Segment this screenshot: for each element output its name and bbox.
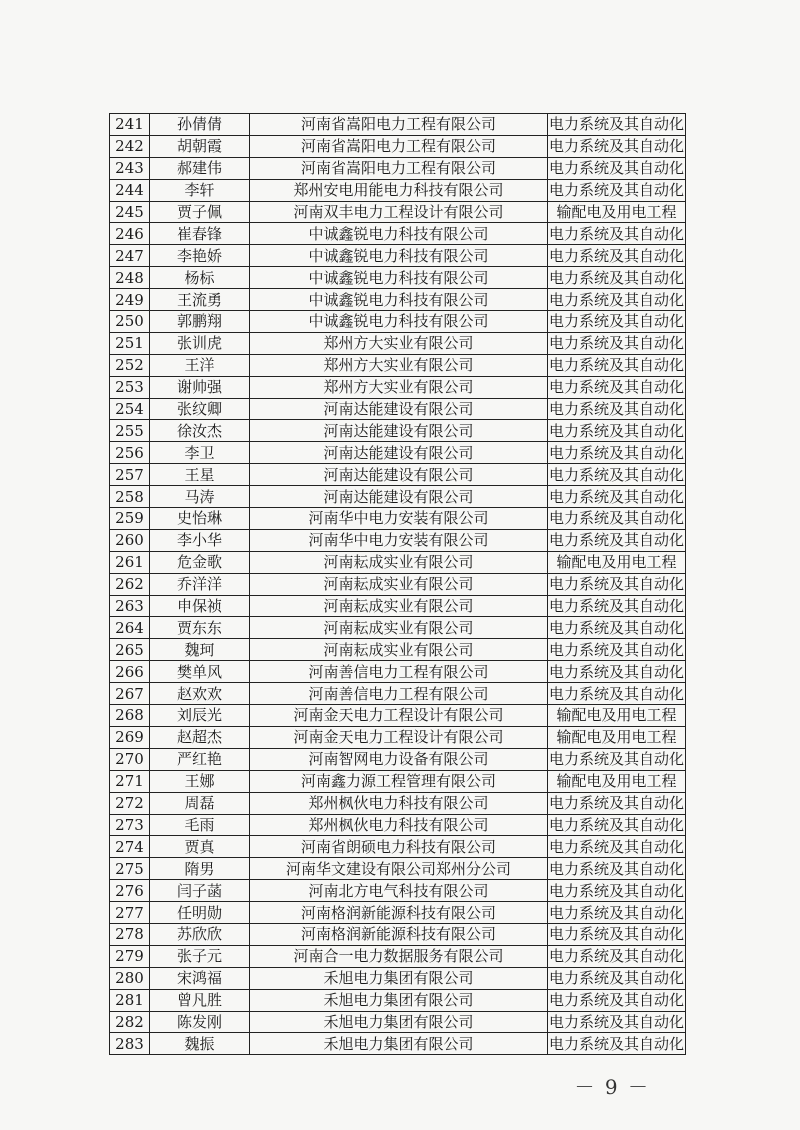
company-cell: 禾旭电力集团有限公司: [250, 1033, 548, 1055]
major-cell: 电力系统及其自动化: [548, 1034, 684, 1053]
name-cell: 魏振: [150, 1033, 250, 1055]
table-row: [110, 661, 686, 683]
name-cell: 王星: [150, 464, 250, 486]
name-cell: 曾凡胜: [150, 989, 250, 1011]
name-cell: 周磊: [150, 792, 250, 814]
table-row: [110, 223, 686, 245]
row-number-cell: 254: [110, 398, 150, 420]
row-number-cell: 273: [110, 814, 150, 836]
row-number-cell: 244: [110, 179, 150, 201]
row-number-cell: 250: [110, 311, 150, 333]
table-row: [110, 902, 686, 924]
major-cell: 电力系统及其自动化: [548, 859, 684, 878]
name-cell: 马涛: [150, 486, 250, 508]
major-cell: 电力系统及其自动化: [548, 421, 684, 440]
table-row: [110, 354, 686, 376]
name-cell: 闫子菡: [150, 880, 250, 902]
table-row: [110, 639, 686, 661]
major-cell: 电力系统及其自动化: [548, 881, 684, 900]
company-cell: 禾旭电力集团有限公司: [250, 967, 548, 989]
company-cell: 郑州方大实业有限公司: [250, 332, 548, 354]
company-cell: 河南华中电力安装有限公司: [250, 508, 548, 530]
major-cell: 电力系统及其自动化: [548, 268, 684, 287]
company-cell: 河南达能建设有限公司: [250, 464, 548, 486]
table-row: [110, 814, 686, 836]
name-cell: 史怡琳: [150, 508, 250, 530]
company-cell: 河南耘成实业有限公司: [250, 551, 548, 573]
company-cell: 河南达能建设有限公司: [250, 420, 548, 442]
company-cell: 河南善信电力工程有限公司: [250, 683, 548, 705]
company-cell: 郑州方大实业有限公司: [250, 376, 548, 398]
row-number-cell: 253: [110, 376, 150, 398]
name-cell: 王娜: [150, 770, 250, 792]
table-row: [110, 595, 686, 617]
name-cell: 贾子佩: [150, 201, 250, 223]
company-cell: 河南金天电力工程设计有限公司: [250, 705, 548, 727]
major-cell: 输配电及用电工程: [548, 770, 686, 792]
table-row: [110, 157, 686, 179]
major-cell: 电力系统及其自动化: [548, 531, 684, 550]
major-cell: 电力系统及其自动化: [548, 443, 684, 462]
table-row: [110, 1033, 686, 1055]
row-number-cell: 281: [110, 989, 150, 1011]
name-cell: 赵超杰: [150, 726, 250, 748]
name-cell: 危金歌: [150, 551, 250, 573]
row-number-cell: 267: [110, 683, 150, 705]
table-row: [110, 792, 686, 814]
row-number-cell: 279: [110, 945, 150, 967]
company-cell: 河南达能建设有限公司: [250, 442, 548, 464]
name-cell: 苏欣欣: [150, 923, 250, 945]
company-cell: 河南鑫力源工程管理有限公司: [250, 770, 548, 792]
name-cell: 王洋: [150, 354, 250, 376]
table-row: [110, 442, 686, 464]
table-row: [110, 573, 686, 595]
row-number-cell: 274: [110, 836, 150, 858]
row-number-cell: 258: [110, 486, 150, 508]
company-cell: 河南省嵩阳电力工程有限公司: [250, 157, 548, 179]
company-cell: 河南格润新能源科技有限公司: [250, 923, 548, 945]
table-row: [110, 267, 686, 289]
company-cell: 河南省嵩阳电力工程有限公司: [250, 135, 548, 157]
company-cell: 河南省嵩阳电力工程有限公司: [250, 114, 548, 136]
table-row: [110, 923, 686, 945]
row-number-cell: 251: [110, 332, 150, 354]
table-row: [110, 748, 686, 770]
company-cell: 河南达能建设有限公司: [250, 486, 548, 508]
major-cell: 电力系统及其自动化: [548, 618, 684, 637]
name-cell: 孙倩倩: [150, 114, 250, 136]
company-cell: 河南省朗硕电力科技有限公司: [250, 836, 548, 858]
row-number-cell: 261: [110, 551, 150, 573]
major-cell: 电力系统及其自动化: [548, 224, 684, 243]
major-cell: 电力系统及其自动化: [548, 575, 684, 594]
name-cell: 张训虎: [150, 332, 250, 354]
name-cell: 李卫: [150, 442, 250, 464]
major-cell: 电力系统及其自动化: [548, 837, 684, 856]
table-row: [110, 989, 686, 1011]
table-row: [110, 135, 686, 157]
table-row: [110, 245, 686, 267]
row-number-cell: 270: [110, 748, 150, 770]
table-row: [110, 289, 686, 311]
major-cell: 电力系统及其自动化: [548, 181, 684, 200]
company-cell: 河南耘成实业有限公司: [250, 639, 548, 661]
company-cell: 河南华中电力安装有限公司: [250, 529, 548, 551]
page-number: － 9 －: [574, 1075, 650, 1099]
major-cell: 电力系统及其自动化: [548, 794, 684, 813]
row-number-cell: 262: [110, 573, 150, 595]
major-cell: 电力系统及其自动化: [548, 465, 684, 484]
company-cell: 河南耘成实业有限公司: [250, 573, 548, 595]
table-row: [110, 617, 686, 639]
name-cell: 刘辰光: [150, 705, 250, 727]
row-number-cell: 260: [110, 529, 150, 551]
major-cell: 电力系统及其自动化: [548, 662, 684, 681]
row-number-cell: 264: [110, 617, 150, 639]
table-row: [110, 945, 686, 967]
table-row: [110, 114, 686, 136]
company-cell: 河南智网电力设备有限公司: [250, 748, 548, 770]
name-cell: 郝建伟: [150, 157, 250, 179]
table-row: [110, 770, 686, 792]
row-number-cell: 269: [110, 726, 150, 748]
name-cell: 徐汝杰: [150, 420, 250, 442]
company-cell: 河南双丰电力工程设计有限公司: [250, 201, 548, 223]
name-cell: 任明勋: [150, 902, 250, 924]
major-cell: 电力系统及其自动化: [548, 991, 684, 1010]
table-row: [110, 1011, 686, 1033]
row-number-cell: 276: [110, 880, 150, 902]
company-cell: 郑州枫伙电力科技有限公司: [250, 792, 548, 814]
major-cell: 电力系统及其自动化: [548, 400, 684, 419]
row-number-cell: 272: [110, 792, 150, 814]
major-cell: 电力系统及其自动化: [548, 969, 684, 988]
name-cell: 陈发刚: [150, 1011, 250, 1033]
table-row: [110, 179, 686, 201]
company-cell: 河南金天电力工程设计有限公司: [250, 726, 548, 748]
company-cell: 郑州方大实业有限公司: [250, 354, 548, 376]
company-cell: 郑州安电用能电力科技有限公司: [250, 179, 548, 201]
company-cell: 河南华文建设有限公司郑州分公司: [250, 858, 548, 880]
major-cell: 输配电及用电工程: [548, 705, 686, 727]
row-number-cell: 271: [110, 770, 150, 792]
name-cell: 贾真: [150, 836, 250, 858]
table-row: [110, 311, 686, 333]
name-cell: 崔春锋: [150, 223, 250, 245]
name-cell: 李轩: [150, 179, 250, 201]
company-cell: 河南耘成实业有限公司: [250, 617, 548, 639]
row-number-cell: 259: [110, 508, 150, 530]
table-row: [110, 201, 686, 223]
name-cell: 毛雨: [150, 814, 250, 836]
name-cell: 乔洋洋: [150, 573, 250, 595]
table-row: [110, 420, 686, 442]
major-cell: 电力系统及其自动化: [548, 947, 684, 966]
company-cell: 中诚鑫锐电力科技有限公司: [250, 311, 548, 333]
row-number-cell: 280: [110, 967, 150, 989]
major-cell: 电力系统及其自动化: [548, 378, 684, 397]
table-row: [110, 880, 686, 902]
name-cell: 谢帅强: [150, 376, 250, 398]
row-number-cell: 245: [110, 201, 150, 223]
table-row: [110, 836, 686, 858]
major-cell: 电力系统及其自动化: [548, 487, 684, 506]
row-number-cell: 257: [110, 464, 150, 486]
row-number-cell: 266: [110, 661, 150, 683]
name-cell: 申保祯: [150, 595, 250, 617]
name-cell: 魏珂: [150, 639, 250, 661]
row-number-cell: 248: [110, 267, 150, 289]
table-row: [110, 508, 686, 530]
major-cell: 电力系统及其自动化: [548, 246, 684, 265]
table-row: [110, 376, 686, 398]
personnel-table-body: [110, 114, 686, 1055]
company-cell: 禾旭电力集团有限公司: [250, 1011, 548, 1033]
major-cell: 电力系统及其自动化: [548, 115, 684, 134]
table-row: [110, 332, 686, 354]
company-cell: 河南善信电力工程有限公司: [250, 661, 548, 683]
major-cell: 电力系统及其自动化: [548, 925, 684, 944]
company-cell: 河南耘成实业有限公司: [250, 595, 548, 617]
major-cell: 电力系统及其自动化: [548, 137, 684, 156]
row-number-cell: 275: [110, 858, 150, 880]
name-cell: 郭鹏翔: [150, 311, 250, 333]
row-number-cell: 241: [110, 114, 150, 136]
major-cell: 输配电及用电工程: [548, 551, 686, 573]
row-number-cell: 242: [110, 135, 150, 157]
name-cell: 严红艳: [150, 748, 250, 770]
major-cell: 电力系统及其自动化: [548, 509, 684, 528]
row-number-cell: 243: [110, 157, 150, 179]
company-cell: 中诚鑫锐电力科技有限公司: [250, 245, 548, 267]
major-cell: 电力系统及其自动化: [548, 815, 684, 834]
company-cell: 中诚鑫锐电力科技有限公司: [250, 223, 548, 245]
row-number-cell: 278: [110, 923, 150, 945]
name-cell: 王流勇: [150, 289, 250, 311]
major-cell: 电力系统及其自动化: [548, 903, 684, 922]
major-cell: 电力系统及其自动化: [548, 312, 684, 331]
company-cell: 中诚鑫锐电力科技有限公司: [250, 267, 548, 289]
table-row: [110, 398, 686, 420]
company-cell: 中诚鑫锐电力科技有限公司: [250, 289, 548, 311]
company-cell: 河南达能建设有限公司: [250, 398, 548, 420]
table-row: [110, 726, 686, 748]
name-cell: 李艳娇: [150, 245, 250, 267]
major-cell: 电力系统及其自动化: [548, 290, 684, 309]
row-number-cell: 252: [110, 354, 150, 376]
name-cell: 张纹卿: [150, 398, 250, 420]
row-number-cell: 247: [110, 245, 150, 267]
row-number-cell: 263: [110, 595, 150, 617]
table-row: [110, 858, 686, 880]
row-number-cell: 268: [110, 705, 150, 727]
row-number-cell: 283: [110, 1033, 150, 1055]
name-cell: 张子元: [150, 945, 250, 967]
name-cell: 宋鸿福: [150, 967, 250, 989]
row-number-cell: 282: [110, 1011, 150, 1033]
row-number-cell: 265: [110, 639, 150, 661]
major-cell: 电力系统及其自动化: [548, 597, 684, 616]
row-number-cell: 256: [110, 442, 150, 464]
major-cell: 电力系统及其自动化: [548, 640, 684, 659]
major-cell: 电力系统及其自动化: [548, 750, 684, 769]
table-row: [110, 529, 686, 551]
company-cell: 河南北方电气科技有限公司: [250, 880, 548, 902]
major-cell: 电力系统及其自动化: [548, 159, 684, 178]
major-cell: 电力系统及其自动化: [548, 1012, 684, 1031]
table-row: [110, 967, 686, 989]
company-cell: 郑州枫伙电力科技有限公司: [250, 814, 548, 836]
major-cell: 输配电及用电工程: [548, 726, 686, 748]
row-number-cell: 255: [110, 420, 150, 442]
table-row: [110, 705, 686, 727]
name-cell: 樊单风: [150, 661, 250, 683]
row-number-cell: 249: [110, 289, 150, 311]
table-row: [110, 683, 686, 705]
company-cell: 河南合一电力数据服务有限公司: [250, 945, 548, 967]
table-row: [110, 486, 686, 508]
table-row: [110, 551, 686, 573]
company-cell: 河南格润新能源科技有限公司: [250, 902, 548, 924]
row-number-cell: 246: [110, 223, 150, 245]
major-cell: 电力系统及其自动化: [548, 334, 684, 353]
row-number-cell: 277: [110, 902, 150, 924]
company-cell: 禾旭电力集团有限公司: [250, 989, 548, 1011]
name-cell: 李小华: [150, 529, 250, 551]
name-cell: 胡朝霞: [150, 135, 250, 157]
major-cell: 电力系统及其自动化: [548, 684, 684, 703]
major-cell: 输配电及用电工程: [548, 201, 686, 223]
name-cell: 贾东东: [150, 617, 250, 639]
personnel-table: [109, 113, 686, 1055]
major-cell: 电力系统及其自动化: [548, 356, 684, 375]
name-cell: 赵欢欢: [150, 683, 250, 705]
name-cell: 隋男: [150, 858, 250, 880]
name-cell: 杨标: [150, 267, 250, 289]
table-row: [110, 464, 686, 486]
